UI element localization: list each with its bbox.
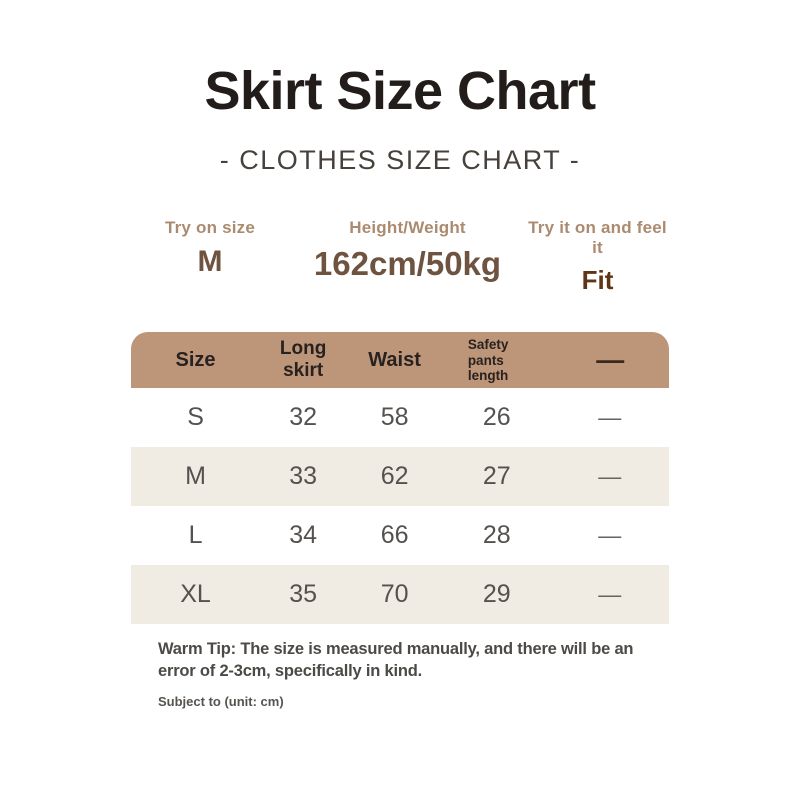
cell-long-skirt: 34 [289,521,318,550]
cell-long-skirt: 35 [289,580,318,609]
cell-size: L [188,521,203,550]
size-table-header-row [131,332,669,388]
height-weight-label: Height/Weight [349,218,466,238]
model-fit-info [128,218,673,296]
cell-dash: — [598,581,622,608]
cell-waist: 66 [380,521,409,550]
try-on-size-label: Try on size [164,218,256,238]
cell-safety-pants-length: 27 [482,462,511,491]
feel-label: Try it on and feel it [528,218,667,258]
page-title: Skirt Size Chart [204,61,596,121]
cell-size: XL [180,580,211,609]
cell-size: M [185,462,206,491]
page-subtitle: - CLOTHES SIZE CHART - [219,145,581,176]
feel-value: Fit [581,265,614,296]
cell-size: S [187,403,204,432]
size-table-body [131,388,669,624]
table-row-m [131,447,669,506]
warm-tip-note: Warm Tip: The size is measured manually, and there will be an error of 2-3cm, specifically in kind. [158,640,634,680]
footnotes [131,639,669,709]
table-row-xl [131,565,669,624]
table-row-l [131,506,669,565]
column-header-waist: Waist [368,348,421,371]
fit-info-try-on-size [128,218,293,296]
column-header-safety-pants-length: Safety pants length [467,337,509,384]
cell-dash: — [598,522,622,549]
cell-waist: 70 [380,580,409,609]
cell-safety-pants-length: 26 [482,403,511,432]
unit-note: Subject to (unit: cm) [158,694,284,710]
height-weight-value: 162cm/50kg [313,245,502,283]
cell-dash: — [598,463,622,490]
fit-info-height-weight [293,218,523,296]
column-header-size: Size [175,348,216,371]
cell-safety-pants-length: 28 [482,521,511,550]
try-on-size-value: M [197,245,223,279]
cell-waist: 58 [380,403,409,432]
size-table [131,332,669,624]
cell-long-skirt: 32 [289,403,318,432]
cell-dash: — [598,404,622,431]
cell-safety-pants-length: 29 [482,580,511,609]
column-header-dash: — [596,344,624,376]
fit-info-feel [523,218,673,296]
table-row-s [131,388,669,447]
cell-long-skirt: 33 [289,462,318,491]
cell-waist: 62 [380,462,409,491]
column-header-long-skirt: Long skirt [279,338,327,382]
